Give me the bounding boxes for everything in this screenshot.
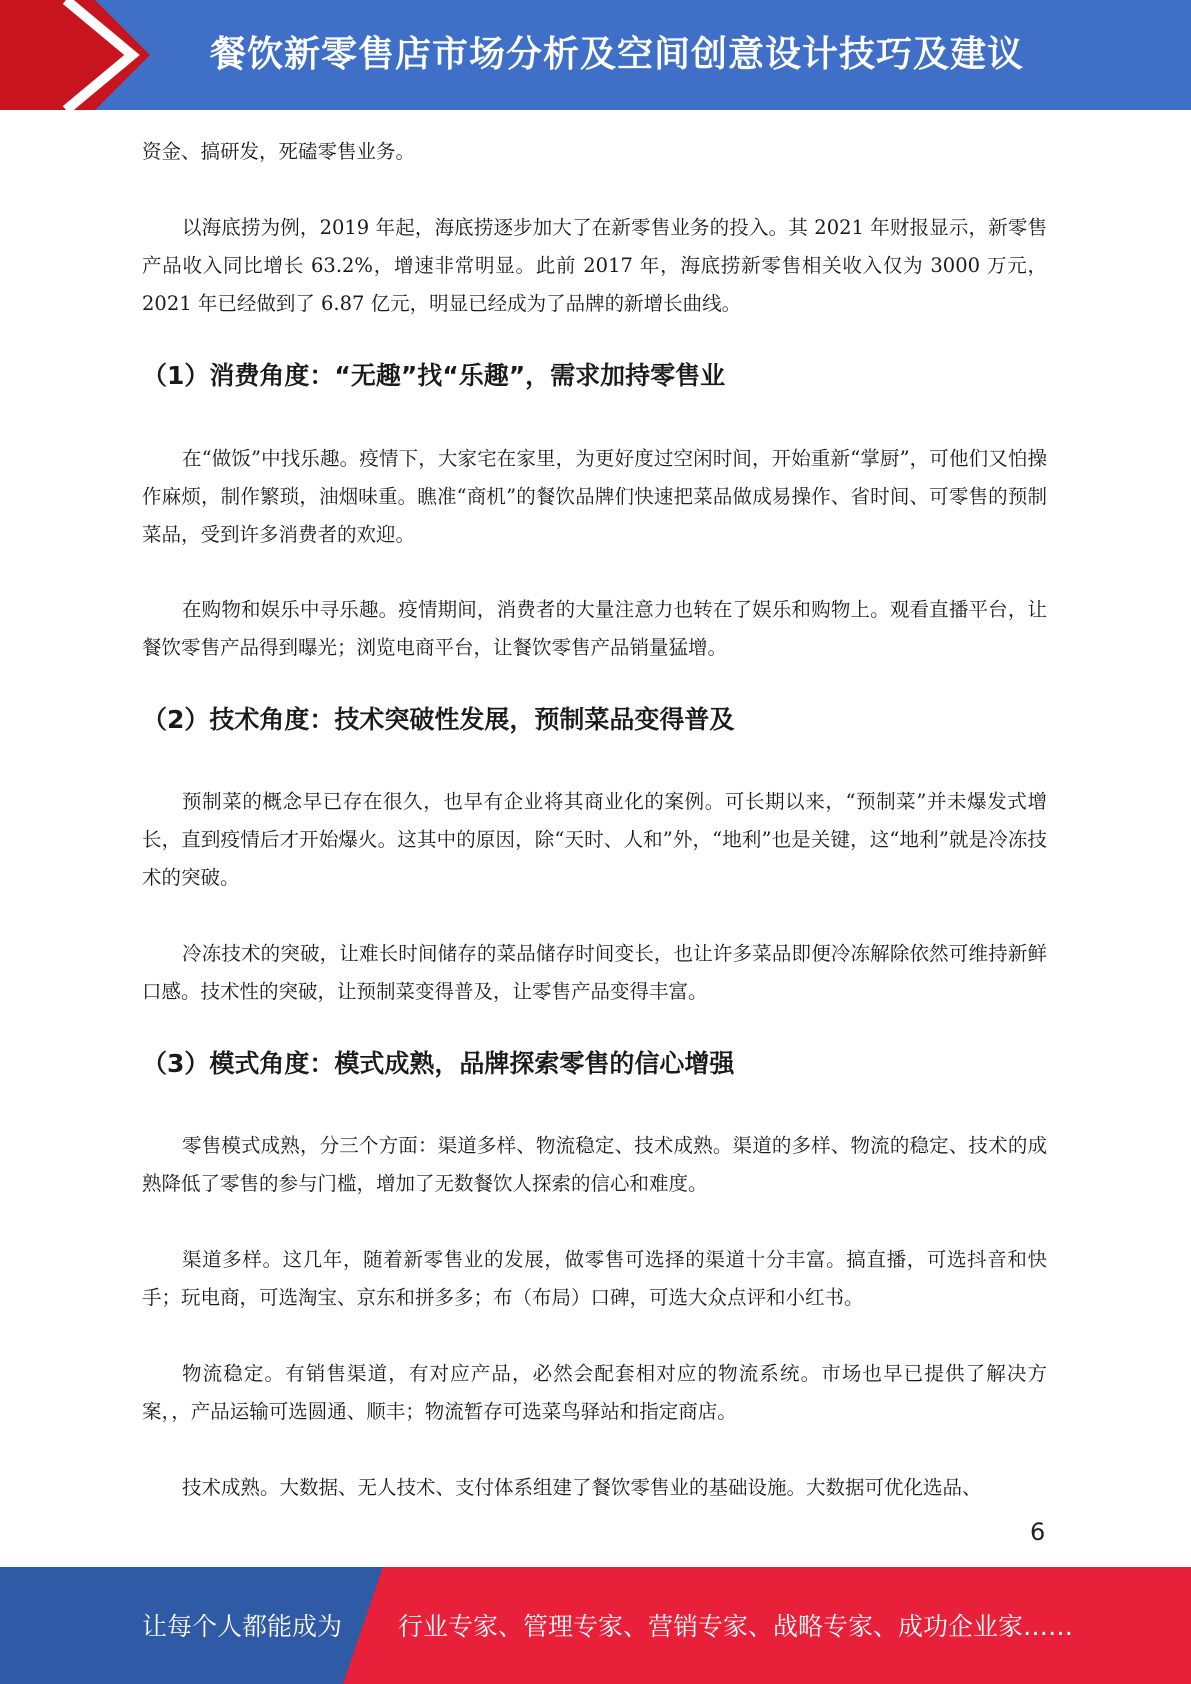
paragraph-logistics: 物流稳定。有销售渠道，有对应产品，必然会配套相对应的物流系统。市场也早已提供了解决方案，，产品运输可选圆通、顺丰；物流暂存可选菜鸟驿站和指定商店。 [142,1362,1047,1423]
section-heading-technology: （2）技术角度：技术突破性发展，预制菜品变得普及 [142,705,735,734]
page-header [0,0,1191,110]
paragraph-cooking-fun: 在“做饭”中找乐趣。疫情下，大家宅在家里，为更好度过空闲时间，开始重新“掌厨”，可他们又怕操作麻烦，制作繁琐，油烟味重。瞧准“商机”的餐饮品牌们快速把菜品做成易操作、省时间、可零售的预制菜品，受到许多消费者的欢迎。 [142,447,1047,546]
paragraph-technology-mature: 技术成熟。大数据、无人技术、支付体系组建了餐饮零售业的基础设施。大数据可优化选品、 [182,1476,982,1499]
paragraph-retail-model: 零售模式成熟，分三个方面：渠道多样、物流稳定、技术成熟。渠道的多样、物流的稳定、技术的成熟降低了零售的参与门槛，增加了无数餐饮人探索的信心和难度。 [142,1134,1047,1195]
page-number: 6 [1030,1518,1046,1546]
paragraph-freezing-tech: 冷冻技术的突破，让难长时间储存的菜品储存时间变长，也让许多菜品即便冷冻解除依然可维持新鲜口感。技术性的突破，让预制菜变得普及，让零售产品变得丰富。 [142,942,1047,1003]
section-heading-consumption: （1）消费角度：“无趣”找“乐趣”，需求加持零售业 [142,361,726,390]
paragraph-shopping-fun: 在购物和娱乐中寻乐趣。疫情期间，消费者的大量注意力也转在了娱乐和购物上。观看直播平台，让餐饮零售产品得到曝光；浏览电商平台，让餐饮零售产品销量猛增。 [142,598,1047,659]
document-title: 餐饮新零售店市场分析及空间创意设计技巧及建议 [210,34,1025,75]
paragraph-prepared-dishes: 预制菜的概念早已存在很久，也早有企业将其商业化的案例。可长期以来，“预制菜”并未爆发式增长，直到疫情后才开始爆火。这其中的原因，除“天时、人和”外，“地利”也是关键，这“地利”就是冷冻技术的突破。 [142,790,1047,889]
header-red-arrow-decoration [0,0,150,110]
footer-slogan-left: 让每个人都能成为 [142,1612,343,1641]
section-heading-model: （3）模式角度：模式成熟，品牌探索零售的信心增强 [142,1049,735,1078]
page-footer [0,1567,1191,1684]
footer-slogan-right: 行业专家、管理专家、营销专家、战略专家、成功企业家…… [398,1612,1074,1641]
paragraph-channels: 渠道多样。这几年，随着新零售业的发展，做零售可选择的渠道十分丰富。搞直播，可选抖音和快手；玩电商，可选淘宝、京东和拼多多；布（布局）口碑，可选大众点评和小红书。 [142,1248,1047,1309]
paragraph-haidilao-example: 以海底捞为例，2019 年起，海底捞逐步加大了在新零售业务的投入。其 2021 年财报显示，新零售产品收入同比增长 63.2%，增速非常明显。此前 2017 年，海底捞新零售相关收入仅为 3000 万元，2021 年已经做到了 6.87 亿元，明显已经成为了品牌的新增长曲线。 [142,216,1047,315]
paragraph-continued: 资金、搞研发，死磕零售业务。 [142,140,416,163]
